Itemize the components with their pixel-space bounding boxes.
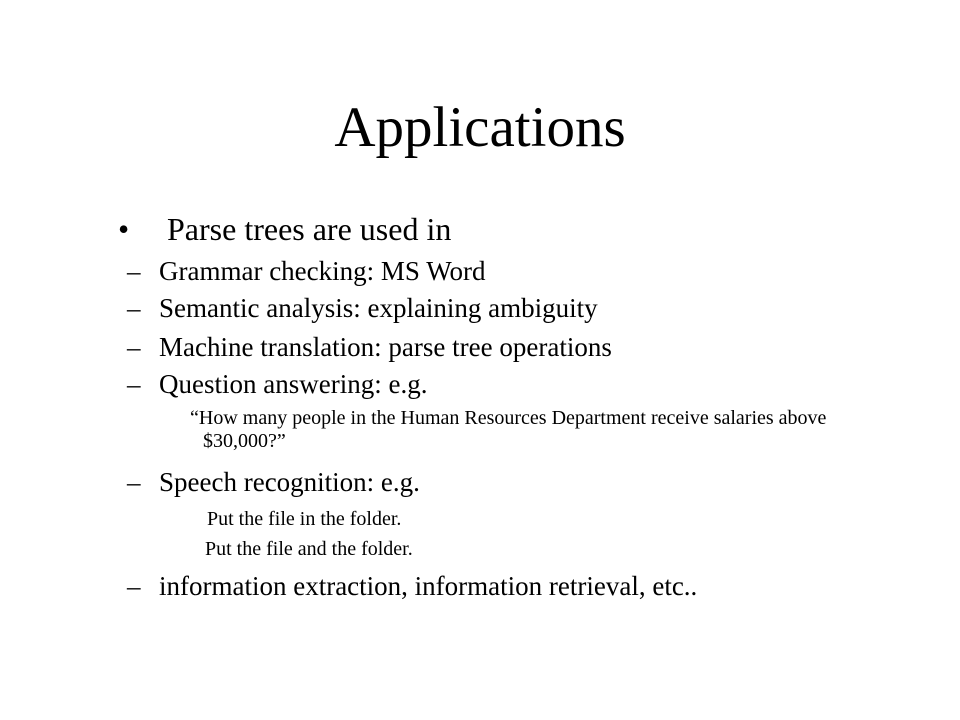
dash-marker: – <box>127 369 141 399</box>
speech-example: Put the file in the folder. <box>207 508 402 530</box>
list-item: Speech recognition: e.g. <box>159 467 420 497</box>
bullet-text: Parse trees are used in <box>167 211 452 247</box>
list-item: Grammar checking: MS Word <box>159 256 486 286</box>
slide-title: Applications <box>334 96 626 159</box>
question-example: “How many people in the Human Resources Department receive salaries above $30,000?” <box>190 407 827 452</box>
dash-marker: – <box>127 467 141 497</box>
list-item: Machine translation: parse tree operations <box>159 332 612 362</box>
dash-marker: – <box>127 571 141 601</box>
dash-marker: – <box>127 293 141 323</box>
list-item: Question answering: e.g. <box>159 369 428 399</box>
dash-marker: – <box>127 256 141 286</box>
list-item: information extraction, information retrieval, etc.. <box>159 571 698 601</box>
bullet-marker: • <box>118 211 130 247</box>
dash-marker: – <box>127 332 141 362</box>
speech-example: Put the file and the folder. <box>205 538 413 560</box>
list-item: Semantic analysis: explaining ambiguity <box>159 293 598 323</box>
